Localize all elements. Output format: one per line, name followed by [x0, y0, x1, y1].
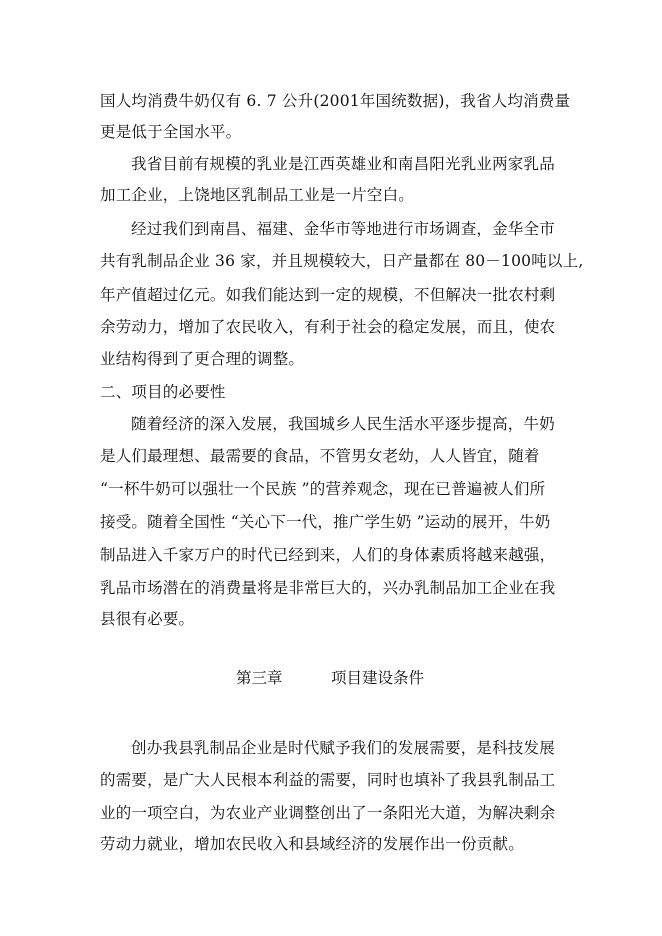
chapter-paragraph-line-1: 创办我县乳制品企业是时代赋予我们的发展需要，是科技发展 — [131, 739, 555, 757]
necessity-line-5: 制品进入千家万户的时代已经到来，人们的身体素质将越来越强， — [100, 546, 556, 564]
paragraph-2-line-1: 我省目前有规模的乳业是江西英雄业和南昌阳光乳业两家乳品 — [131, 155, 555, 173]
paragraph-1-line-2: 更是低于全国水平。 — [100, 123, 242, 141]
chapter-paragraph-line-2: 的需要，是广大人民根本利益的需要，同时也填补了我县乳制品工 — [100, 771, 556, 789]
chapter-paragraph-line-4: 劳动力就业，增加农民收入和县域经济的发展作出一份贡献。 — [100, 835, 524, 853]
necessity-line-2: 是人们最理想、最需要的食品，不管男女老幼，人人皆宜，随着 — [100, 447, 540, 465]
necessity-line-6: 乳品市场潜在的消费量将是非常巨大的，兴办乳制品加工企业在我 — [100, 579, 556, 597]
paragraph-3-line-4: 余劳动力，增加了农民收入，有利于社会的稳定发展，而且，使农 — [100, 318, 556, 336]
paragraph-2-line-2: 加工企业，上饶地区乳制品工业是一片空白。 — [100, 186, 415, 204]
necessity-line-1: 随着经济的深入发展，我国城乡人民生活水平逐步提高，牛奶 — [131, 415, 555, 433]
necessity-line-3: “一杯牛奶可以强壮一个民族 ”的营养观念，现在已普遍被人们所 — [100, 480, 546, 498]
paragraph-3-line-2: 共有乳制品企业 36 家，并且规模较大，日产量都在 80－100吨以上, — [100, 252, 584, 270]
section-heading: 二、项目的必要性 — [100, 383, 226, 401]
chapter-number: 第三章 — [236, 669, 283, 687]
paragraph-3-line-5: 业结构得到了更合理的调整。 — [100, 350, 305, 368]
paragraph-3-line-1: 经过我们到南昌、福建、金华市等地进行市场调查，金华全市 — [131, 220, 555, 238]
chapter-title: 项目建设条件 — [331, 669, 425, 687]
chapter-paragraph-line-3: 业的一项空白，为农业产业调整创出了一条阳光大道，为解决剩余 — [100, 804, 556, 822]
necessity-line-7: 县很有必要。 — [100, 610, 195, 628]
necessity-line-4: 接受。随着全国性 “关心下一代，推广学生奶 ”运动的展开，牛奶 — [100, 513, 551, 531]
paragraph-1-line-1: 国人均消费牛奶仅有 6. 7 公升(2001年国统数据)，我省人均消费量 — [100, 92, 571, 110]
paragraph-3-line-3: 年产值超过亿元。如我们能达到一定的规模，不但解决一批农村剩 — [100, 286, 556, 304]
